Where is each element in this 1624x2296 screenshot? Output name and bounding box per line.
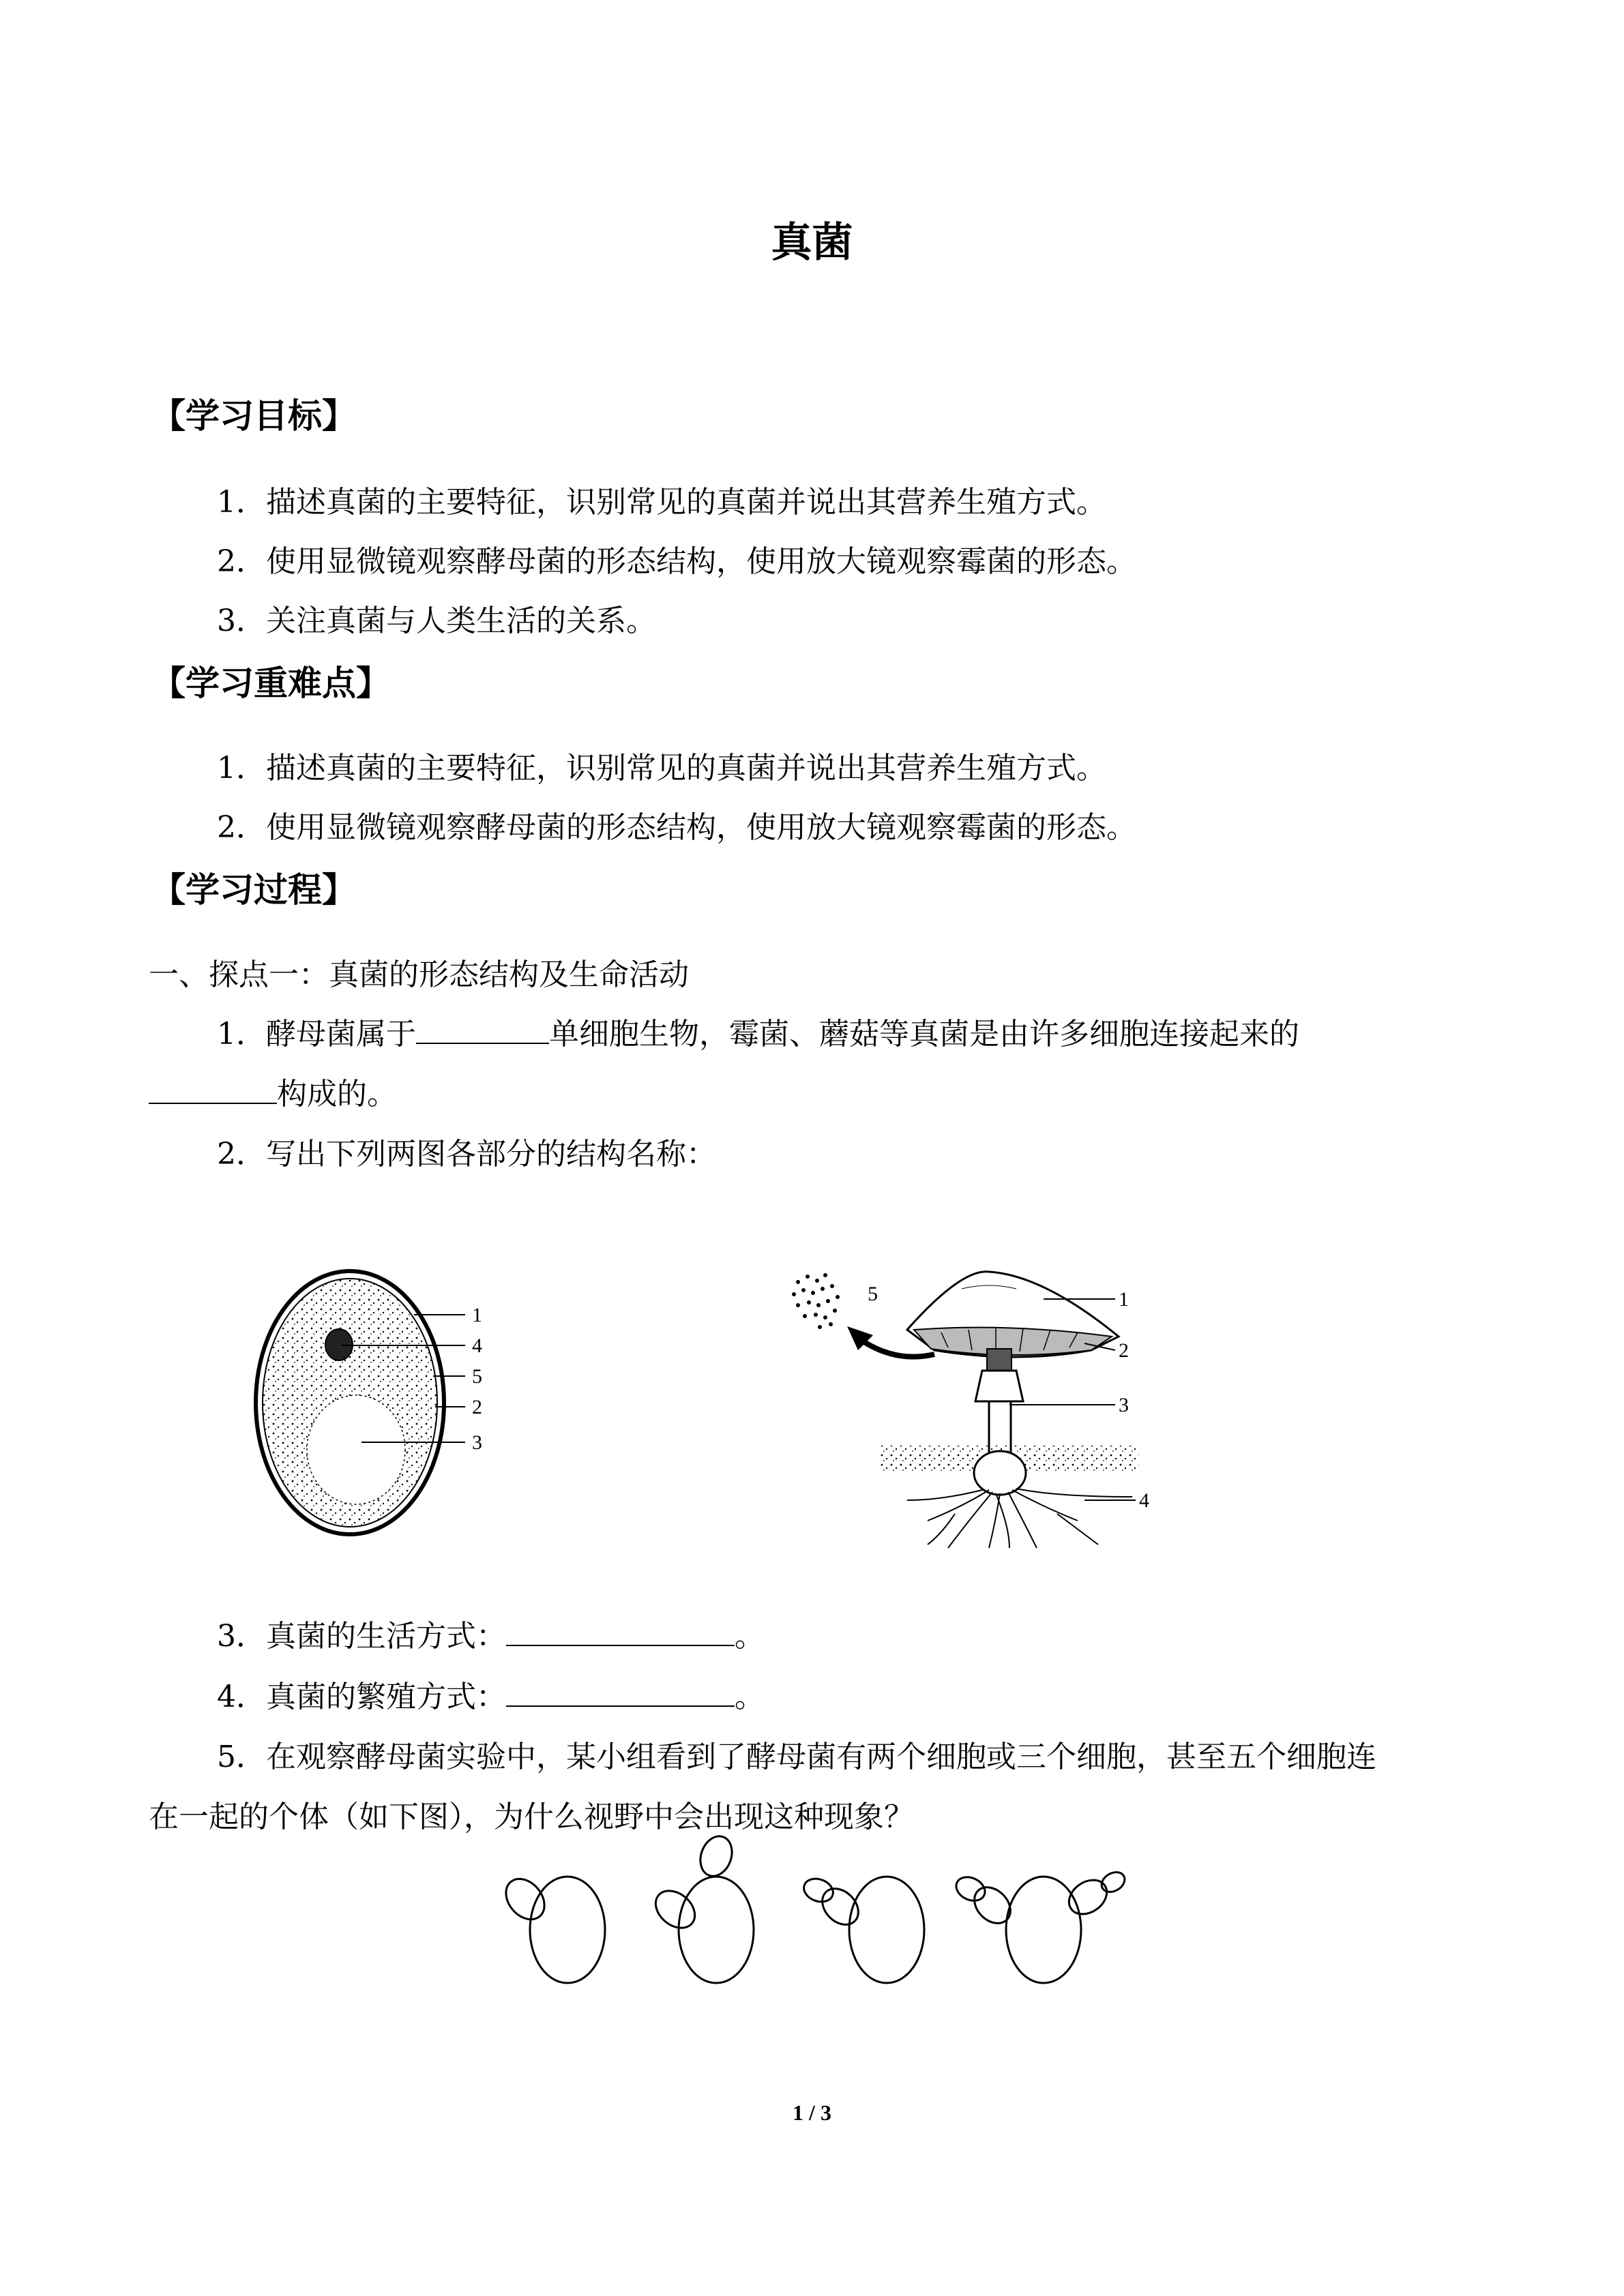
question-5-line2: 在一起的个体（如下图），为什么视野中会出现这种现象？ — [149, 1800, 914, 1834]
q1-blank-1[interactable] — [416, 1015, 549, 1044]
objectives-heading: 【学习目标】 — [151, 396, 356, 436]
yeast-bud — [498, 1871, 552, 1926]
q1-text-b: 单细胞生物，霉菌、蘑菇等真菌是由许多细胞连接起来的 — [549, 1017, 1299, 1052]
page-title: 真菌 — [771, 219, 853, 267]
mushroom-annulus — [975, 1371, 1023, 1401]
key-point-item: 2．使用显微镜观察酵母菌的形态结构，使用放大镜观察霉菌的形态。 — [217, 810, 1136, 845]
yeast-bud — [649, 1883, 703, 1935]
yeast-label: 3 — [472, 1431, 482, 1454]
yeast-bud — [815, 1881, 866, 1932]
mushroom-label: 1 — [1119, 1288, 1129, 1311]
q1-text-a: 1．酵母菌属于 — [217, 1017, 416, 1052]
q4-blank[interactable] — [506, 1678, 735, 1707]
yeast-label: 4 — [472, 1335, 482, 1357]
question-4 — [217, 1672, 765, 1716]
q3-text: 3．真菌的生活方式： — [217, 1619, 506, 1654]
yeast-bud — [801, 1875, 836, 1905]
yeast-label: 2 — [472, 1396, 482, 1418]
q1-text-c: 构成的。 — [277, 1077, 397, 1112]
yeast-cell — [1006, 1877, 1081, 1983]
question-5-line1: 5．在观察酵母菌实验中，某小组看到了酵母菌有两个细胞或三个细胞，甚至五个细胞连 — [217, 1740, 1376, 1774]
q4-end: 。 — [735, 1680, 765, 1714]
question-3 — [217, 1611, 765, 1655]
mushroom-volva — [974, 1451, 1026, 1495]
mushroom-diagram — [784, 1262, 1194, 1555]
process-heading: 【学习过程】 — [151, 869, 356, 910]
yeast-vacuole — [307, 1395, 405, 1504]
yeast-label: 5 — [472, 1365, 482, 1388]
mushroom-label: 2 — [1119, 1339, 1129, 1362]
yeast-cell — [849, 1877, 924, 1983]
page-number: 1 / 3 — [793, 2100, 831, 2125]
mushroom-label: 3 — [1119, 1394, 1129, 1416]
q4-text: 4．真菌的繁殖方式： — [217, 1680, 506, 1714]
mycelium — [907, 1489, 1132, 1548]
mushroom-label: 4 — [1139, 1489, 1149, 1512]
question-1-cont — [149, 1069, 397, 1113]
spores — [792, 1273, 840, 1329]
yeast-bud — [1098, 1868, 1128, 1896]
objective-item: 1．描述真菌的主要特征，识别常见的真菌并说出其营养生殖方式。 — [217, 485, 1106, 520]
objective-item: 2．使用显微镜观察酵母菌的形态结构，使用放大镜观察霉菌的形态。 — [217, 544, 1136, 579]
key-point-item: 1．描述真菌的主要特征，识别常见的真菌并说出其营养生殖方式。 — [217, 751, 1106, 786]
objective-item: 3．关注真菌与人类生活的关系。 — [217, 603, 656, 638]
yeast-bud — [952, 1873, 988, 1905]
yeast-cell — [679, 1877, 754, 1983]
q3-end: 。 — [735, 1619, 765, 1654]
yeast-bud — [967, 1880, 1018, 1930]
q1-blank-2[interactable] — [149, 1075, 277, 1104]
mushroom-label: 5 — [868, 1283, 878, 1305]
q3-blank[interactable] — [506, 1617, 735, 1646]
yeast-label: 1 — [472, 1304, 482, 1326]
yeast-bud — [695, 1832, 737, 1880]
subsection-title: 一、探点一：真菌的形态结构及生命活动 — [149, 957, 689, 992]
key-points-heading: 【学习重难点】 — [151, 663, 390, 703]
yeast-cell-diagram — [252, 1268, 525, 1555]
question-1 — [217, 1009, 1299, 1053]
question-2: 2．写出下列两图各部分的结构名称： — [217, 1137, 716, 1172]
yeast-bud — [1063, 1873, 1113, 1921]
budding-yeast-diagram — [491, 1828, 1146, 1991]
